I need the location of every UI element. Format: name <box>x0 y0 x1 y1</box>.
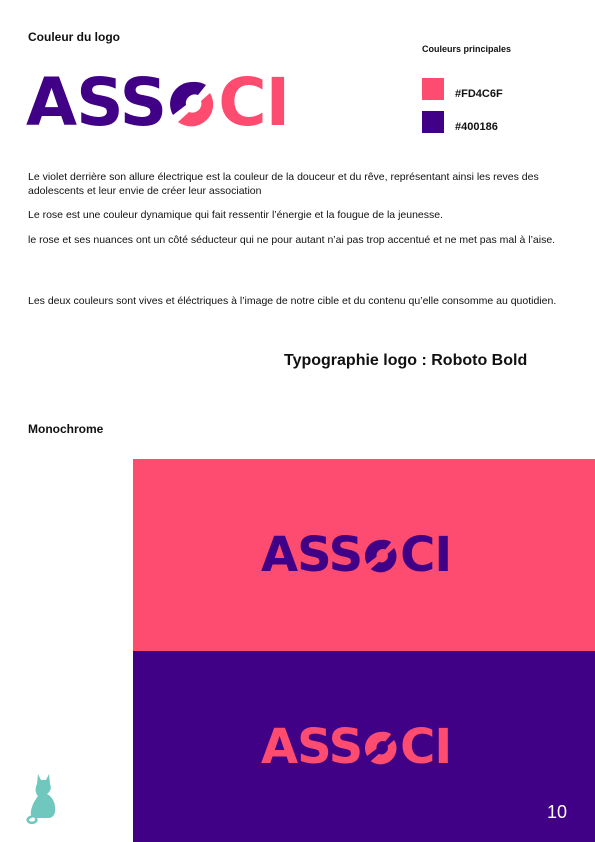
logo-letters-ass: ASS <box>261 527 363 583</box>
logo-letter-s: S <box>76 64 120 141</box>
paragraph-two-colors: Les deux couleurs sont vives et éléctriques à l’image de notre cible et du contenu qu’elle consomme au quotidien. <box>28 295 557 307</box>
pink-hex-label: #FD4C6F <box>455 88 503 100</box>
section-title-monochrome: Monochrome <box>28 422 104 436</box>
purple-hex-label: #400186 <box>455 121 498 133</box>
typography-label: Typographie logo : Roboto Bold <box>284 352 528 369</box>
logo-letter-o <box>166 70 218 136</box>
section-title-logo-color: Couleur du logo <box>28 30 120 44</box>
logo-o-mark <box>166 78 218 130</box>
logo-letter-o <box>362 723 400 771</box>
logo-letter-a: A <box>26 64 77 141</box>
main-colors-title: Couleurs principales <box>422 44 512 54</box>
cat-icon <box>26 770 62 824</box>
monochrome-panel-pink <box>133 459 595 651</box>
logo-letters-ci: CI <box>400 719 452 775</box>
logo-letters-ci: CI <box>400 527 452 583</box>
logo-letter-i: I <box>265 64 290 141</box>
logo-letter-s: S <box>119 64 167 141</box>
logo-letters-ass: ASS <box>261 719 363 775</box>
purple-color-swatch <box>422 111 444 133</box>
logo-letter-o <box>362 531 400 579</box>
associ-logo-pink-on-purple <box>261 719 452 775</box>
associ-logo-purple-on-pink <box>261 527 452 583</box>
paragraph-violet: Le violet derrière son allure électrique est la couleur de la douceur et du rêve, représentant ainsi les reves des adolescents et leur envie de créer leur association <box>28 171 539 197</box>
paragraph-rose-nuances: le rose et ses nuances ont un côté séducteur qui ne pour autant n’ai pas trop accentué et ne met pas mal à l’aise. <box>28 234 556 246</box>
monochrome-panel-purple <box>133 651 595 842</box>
associ-logo-main <box>26 64 290 141</box>
logo-letter-c: C <box>218 64 266 141</box>
page-number: 10 <box>546 802 567 822</box>
pink-color-swatch <box>422 78 444 100</box>
paragraph-rose: Le rose est une couleur dynamique qui fait ressentir l’énergie et la fougue de la jeunesse. <box>28 209 444 221</box>
